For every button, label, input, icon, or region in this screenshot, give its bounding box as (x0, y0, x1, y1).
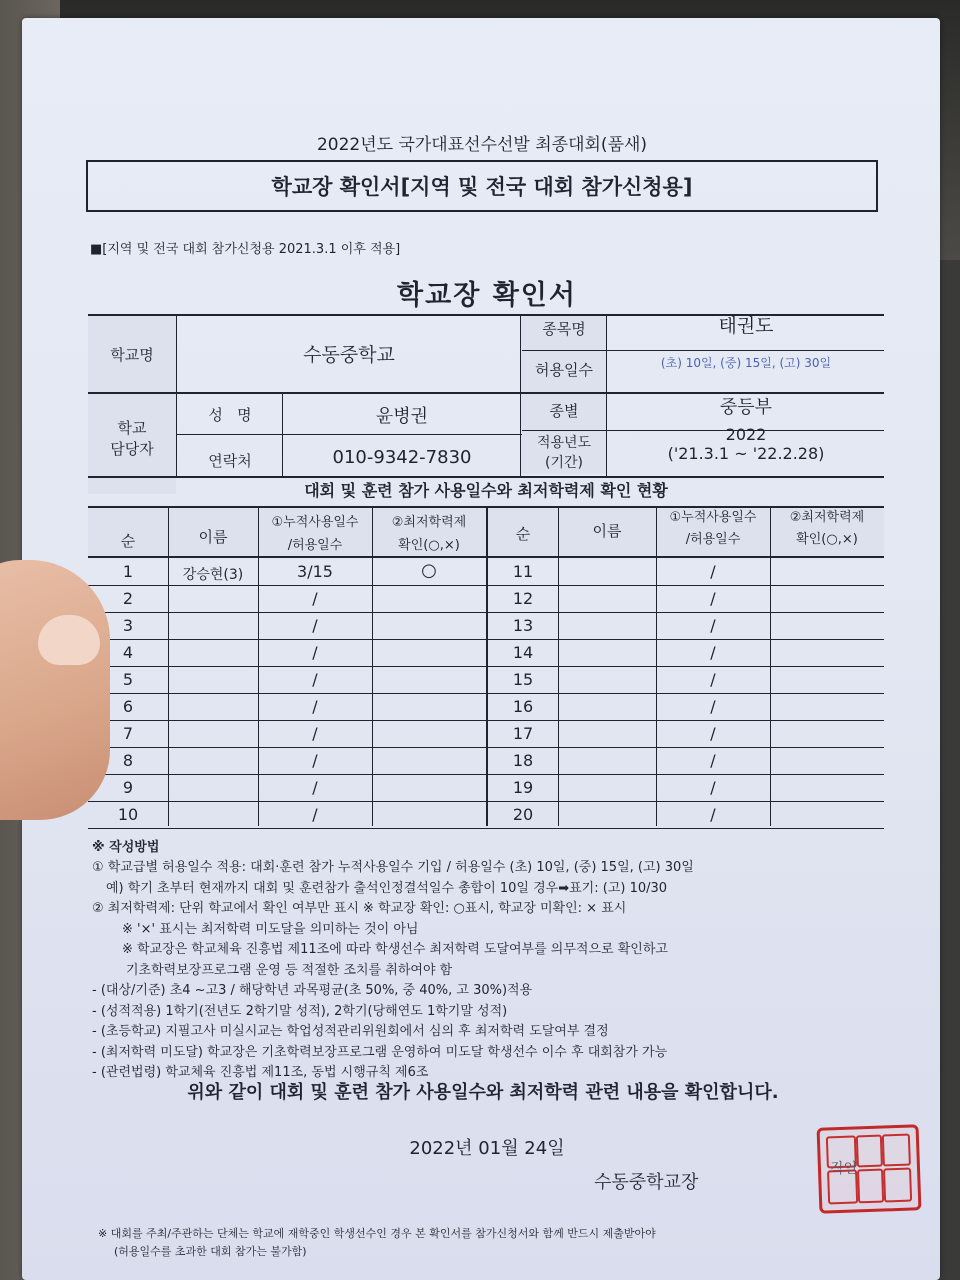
table-rule (770, 506, 771, 826)
table-rule (656, 506, 657, 826)
table-row-days: / (710, 562, 716, 581)
table-row-name: 강승현(3) (182, 567, 244, 583)
col-days-right-2: /허용일수 (685, 532, 741, 547)
instruction-line: - (성적적용) 1학기(전년도 2학기말 성적), 2학기(당해연도 1학기말 성적) (92, 1003, 508, 1019)
table-row-no: 5 (122, 670, 134, 689)
col-min-left: ②최저학력제 (391, 515, 467, 530)
table-row-days: / (710, 697, 716, 716)
col-min-right: ②최저학력제 (789, 510, 865, 525)
table-rule (88, 747, 884, 748)
col-days-left: ①누적사용일수 (271, 515, 359, 530)
instructions-heading: ※ 작성방법 (92, 840, 160, 855)
manager-label: 학교 담당자 (110, 419, 154, 458)
table-row-days: / (312, 805, 318, 824)
instruction-line: ※ 학교장은 학교체육 진흥법 제11조에 따라 학생선수 최저학력 도달여부를 의무적으로 확인하고 (122, 942, 668, 957)
col-name-left: 이름 (198, 528, 228, 546)
table-row-no: 13 (512, 616, 534, 635)
table-row-days: / (710, 751, 716, 770)
col-no-left: 순 (120, 532, 136, 550)
document-sheet (22, 18, 940, 1280)
type-label: 종별 (549, 402, 579, 420)
table-row-days: / (312, 643, 318, 662)
year-value: 2022 (725, 425, 767, 444)
col-name-right: 이름 (592, 522, 622, 540)
table-row-no: 18 (512, 751, 534, 770)
seal-text: 직인 (830, 1161, 858, 1177)
signer: 수동중학교장 (594, 1172, 699, 1193)
holding-thumb (0, 560, 110, 820)
table-row-days: / (312, 724, 318, 743)
table-row-days: / (312, 697, 318, 716)
name-label: 성 명 (208, 406, 252, 424)
table-row-no: 19 (512, 778, 534, 797)
table-row-check: ○ (421, 560, 437, 581)
instruction-line: ① 학교급별 허용일수 적용: 대회·훈련 참가 누적사용일수 기입 / 허용일수 (초) 10일, (중) 15일, (고) 30일 (92, 860, 694, 875)
allowed-days-value: (초) 10일, (중) 15일, (고) 30일 (660, 356, 832, 370)
table-row-days: / (710, 670, 716, 689)
table-row-no: 9 (122, 778, 134, 797)
table-rule (88, 828, 884, 829)
event-name: 태권도 (718, 315, 774, 337)
table-row-days: / (710, 589, 716, 608)
contact-value: 010-9342-7830 (332, 447, 472, 468)
col-days-left-2: /허용일수 (287, 538, 343, 553)
instruction-line: 기초학력보장프로그램 운영 등 적절한 조치를 취하여야 함 (126, 962, 453, 978)
contact-label: 연락처 (208, 452, 252, 470)
table-row-days: / (312, 751, 318, 770)
table-row-days: / (710, 778, 716, 797)
instruction-line: - (대상/기준) 초4 ~고3 / 해당학년 과목평균(초 50%, 중 40%, 고 30%)적용 (92, 983, 533, 998)
thumbnail (38, 615, 100, 665)
table-row-days: / (710, 724, 716, 743)
notice-text: ■[지역 및 전국 대회 참가신청용 2021.3.1 이후 적용] (90, 242, 401, 257)
col-min-left-2: 확인(○,×) (398, 538, 460, 553)
table-row-days: / (710, 643, 716, 662)
period-value: ('21.3.1 ~ '22.2.28) (667, 444, 825, 463)
table-row-no: 4 (122, 643, 134, 662)
table-rule (372, 506, 373, 826)
table-rule (88, 666, 884, 667)
table-row-no: 3 (122, 616, 134, 635)
table-rule (168, 506, 169, 826)
table-row-no: 17 (512, 724, 534, 743)
table-row-no: 14 (512, 643, 534, 662)
table-row-no: 2 (122, 589, 134, 608)
table-rule (88, 774, 884, 775)
year-label: 적용년도 (536, 435, 592, 451)
allowed-days-label: 허용일수 (535, 361, 593, 379)
status-heading: 대회 및 훈련 참가 사용일수와 최저학력제 확인 현황 (304, 481, 668, 500)
table-row-days: 3/15 (297, 562, 333, 581)
instruction-line: ※ '×' 표시는 최저학력 미도달을 의미하는 것이 아님 (122, 921, 419, 937)
table-rule (88, 693, 884, 694)
main-title: 학교장 확인서 (397, 280, 577, 311)
table-row-no: 11 (512, 562, 534, 581)
table-row-no: 1 (122, 562, 134, 581)
table-row-no: 20 (512, 805, 534, 824)
instruction-line: - (최저학력 미도달) 학교장은 기초학력보장프로그램 운영하여 미도달 학생선수 이수 후 대회참가 가능 (92, 1044, 668, 1060)
table-rule (88, 639, 884, 640)
event-label: 종목명 (542, 320, 586, 338)
confirm-date: 2022년 01월 24일 (409, 1138, 565, 1159)
col-no-right: 순 (515, 525, 531, 543)
table-row-days: / (312, 778, 318, 797)
type-value: 중등부 (719, 397, 773, 418)
table-row-no: 16 (512, 697, 534, 716)
table-row-no: 10 (117, 805, 139, 824)
table-rule (558, 506, 559, 826)
table-rule (88, 612, 884, 613)
footer-note: ※ 대회를 주최/주관하는 단체는 학교에 재학중인 학생선수인 경우 본 확인서를 참가신청서와 함께 반드시 제출받아야 (98, 1227, 656, 1240)
instruction-line: 예) 학기 초부터 현재까지 대회 및 훈련참가 출석인정결석일수 총합이 10일 경우➡표기: (고) 10/30 (106, 880, 668, 896)
school-label: 학교명 (110, 346, 154, 364)
box-title: 학교장 확인서[지역 및 전국 대회 참가신청용] (271, 175, 693, 199)
table-rule (88, 720, 884, 721)
table-rule (258, 506, 259, 826)
manager-name: 윤병권 (375, 406, 429, 427)
col-min-right-2: 확인(○,×) (796, 532, 858, 547)
table-row-days: / (312, 670, 318, 689)
year-label-period: (기간) (545, 455, 583, 471)
table-row-no: 7 (122, 724, 134, 743)
instruction-line: - (초등학교) 지필고사 미실시교는 학업성적관리위원회에서 심의 후 최저학력 도달여부 결정 (92, 1024, 609, 1039)
table-row-no: 12 (512, 589, 534, 608)
event-title: 2022년도 국가대표선수선발 최종대회(품새) (316, 135, 648, 155)
school-name: 수동중학교 (303, 344, 395, 366)
table-row-days: / (312, 616, 318, 635)
table-row-days: / (710, 805, 716, 824)
table-row-no: 15 (512, 670, 534, 689)
table-row-days: / (312, 589, 318, 608)
table-row-no: 6 (122, 697, 134, 716)
col-days-right: ①누적사용일수 (669, 510, 757, 525)
instruction-line: - (관련법령) 학교체육 진흥법 제11조, 동법 시행규칙 제6조 (92, 1065, 429, 1080)
footer-note-2: (허용일수를 초과한 대회 참가는 불가함) (114, 1245, 307, 1258)
instruction-line: ② 최저학력제: 단위 학교에서 확인 여부만 표시 ※ 학교장 확인: ○표시, 학교장 미확인: × 표시 (92, 901, 627, 916)
table-rule (88, 801, 884, 802)
confirm-statement: 위와 같이 대회 및 훈련 참가 사용일수와 최저학력 관련 내용을 확인합니다. (187, 1082, 779, 1103)
table-row-no: 8 (122, 751, 134, 770)
table-row-days: / (710, 616, 716, 635)
table-rule (88, 585, 884, 586)
